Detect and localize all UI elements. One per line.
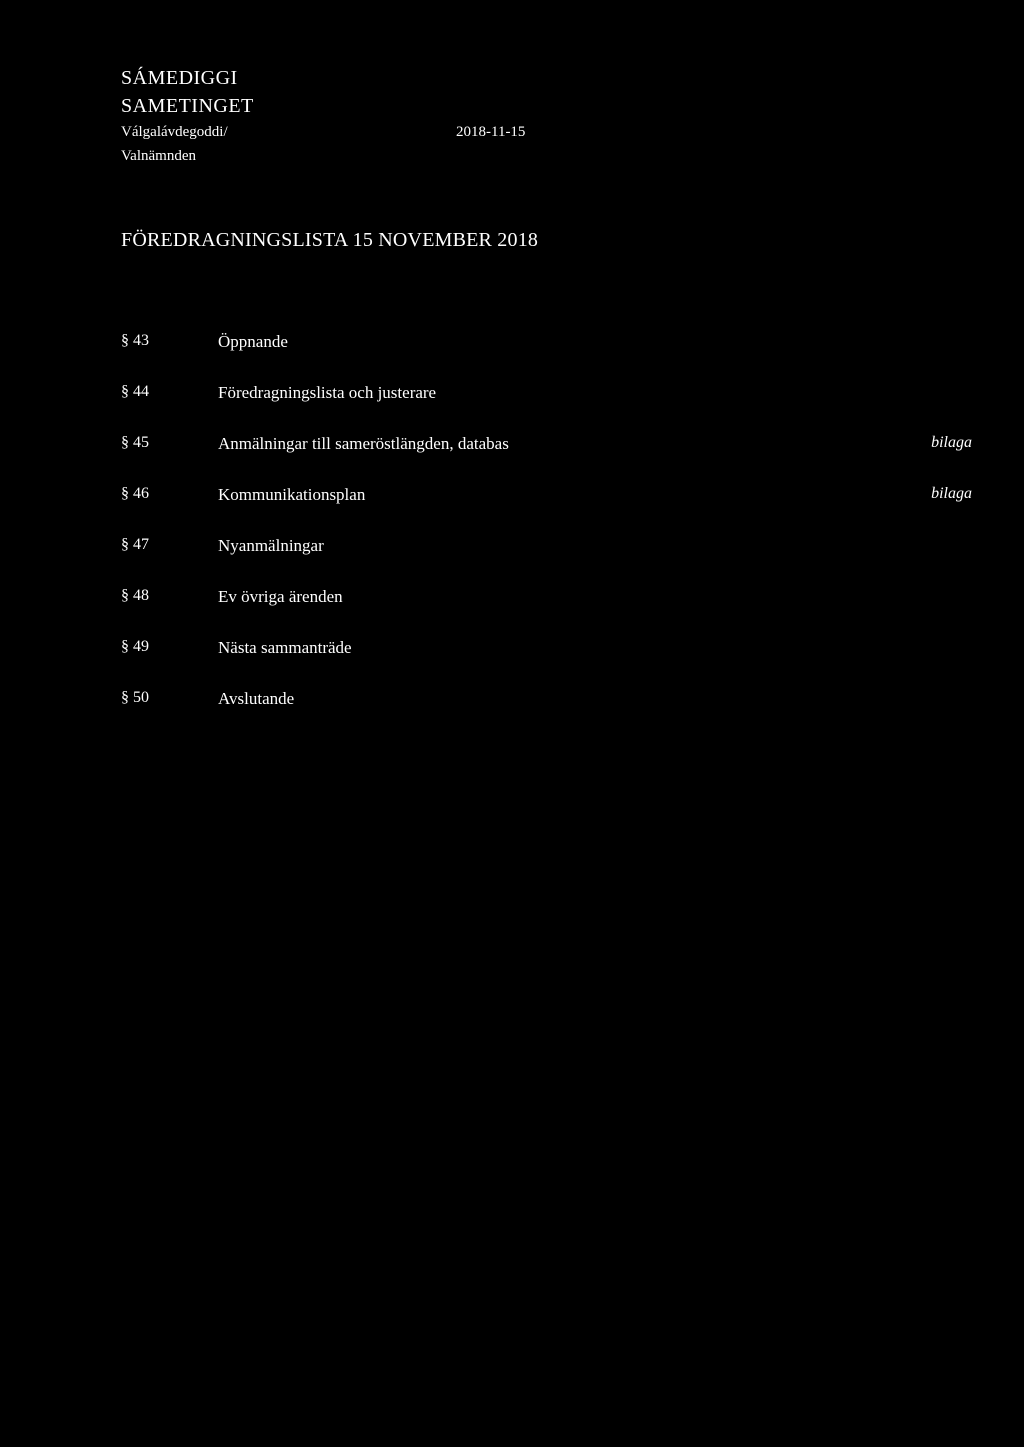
agenda-item bbox=[0, 690, 1024, 714]
agenda-item bbox=[0, 588, 1024, 612]
agenda-item-label: Föredragningslista och justerare bbox=[218, 383, 437, 402]
agenda-item-label: Avslutande bbox=[218, 689, 295, 708]
attachment-note: bilaga bbox=[931, 434, 972, 451]
agenda-item-number: § 47 bbox=[121, 536, 149, 553]
agenda-item bbox=[0, 384, 1024, 408]
agenda-item bbox=[0, 537, 1024, 561]
department-name-swedish: Valnämnden bbox=[121, 148, 196, 164]
org-name-sami: SÁMEDIGGI bbox=[121, 67, 238, 89]
agenda-item-label: Nyanmälningar bbox=[218, 536, 324, 555]
agenda-item bbox=[0, 435, 1024, 459]
agenda-item-number: § 46 bbox=[121, 485, 149, 502]
department-name-sami: Válgalávdegoddi/ bbox=[121, 124, 228, 140]
document-date: 2018-11-15 bbox=[456, 124, 526, 140]
agenda-item bbox=[0, 333, 1024, 357]
agenda-item-label: Nästa sammanträde bbox=[218, 638, 352, 657]
agenda-item-number: § 44 bbox=[121, 383, 149, 400]
agenda-item-label: Öppnande bbox=[218, 332, 288, 351]
agenda-item-label: Ev övriga ärenden bbox=[218, 587, 343, 606]
org-name-swedish: SAMETINGET bbox=[121, 95, 254, 117]
agenda-title: FÖREDRAGNINGSLISTA 15 NOVEMBER 2018 bbox=[121, 229, 539, 251]
attachment-note: bilaga bbox=[931, 485, 972, 502]
agenda-item-label: Anmälningar till sameröstlängden, databas bbox=[218, 434, 509, 453]
agenda-item-number: § 48 bbox=[121, 587, 149, 604]
agenda-item bbox=[0, 486, 1024, 510]
agenda-item-number: § 50 bbox=[121, 689, 149, 706]
agenda-item-number: § 45 bbox=[121, 434, 149, 451]
agenda-item bbox=[0, 639, 1024, 663]
agenda-item-number: § 43 bbox=[121, 332, 149, 349]
agenda-item-number: § 49 bbox=[121, 638, 149, 655]
agenda-item-label: Kommunikationsplan bbox=[218, 485, 366, 504]
